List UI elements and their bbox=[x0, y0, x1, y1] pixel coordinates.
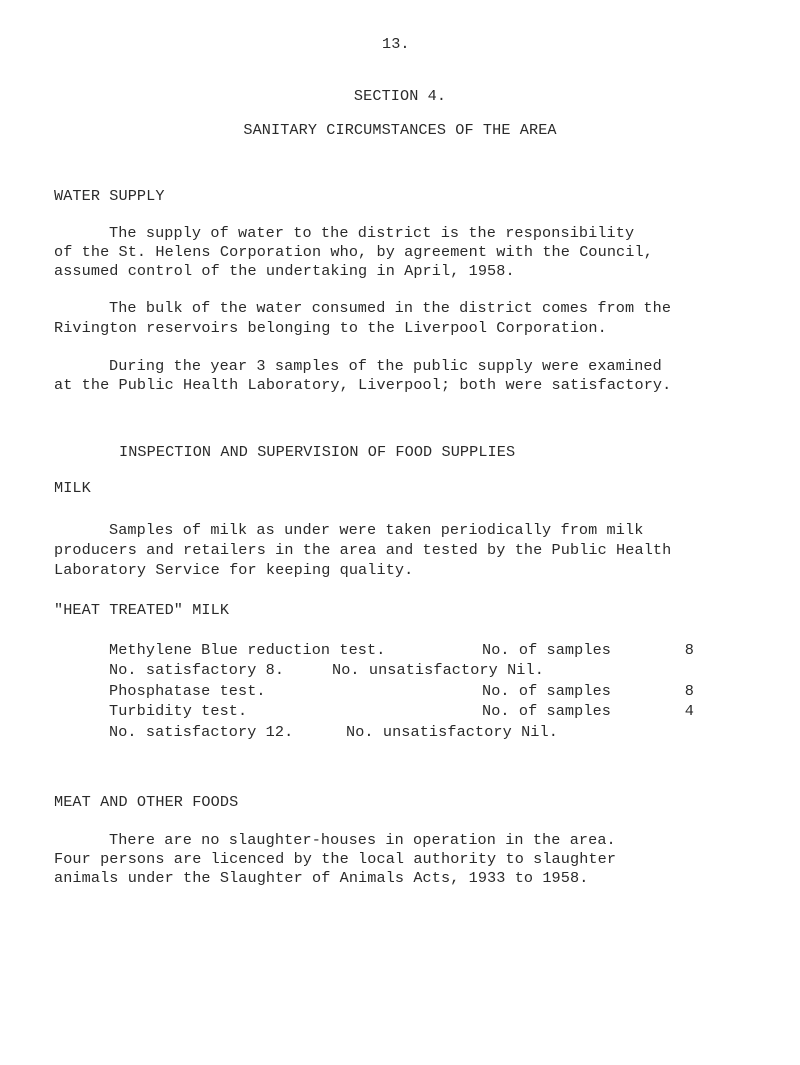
meat-para-line2: Four persons are licenced by the local authority to slaughter bbox=[54, 850, 617, 868]
milk-para-line2: producers and retailers in the area and tested by the Public Health bbox=[54, 541, 672, 559]
milk-para-line3: Laboratory Service for keeping quality. bbox=[54, 561, 414, 579]
methylene-samples-value: 8 bbox=[684, 641, 694, 659]
meat-para-line3: animals under the Slaughter of Animals Acts, 1933 to 1958. bbox=[54, 869, 589, 887]
methylene-samples-label: No. of samples bbox=[482, 641, 611, 659]
phosphatase-samples-label: No. of samples bbox=[482, 682, 611, 700]
water-para1-line3: assumed control of the undertaking in April, 1958. bbox=[54, 262, 515, 280]
turbidity-unsatisfactory: No. unsatisfactory Nil. bbox=[346, 723, 558, 741]
milk-para-line1: Samples of milk as under were taken periodically from milk bbox=[109, 521, 644, 539]
meat-para-line1: There are no slaughter-houses in operation in the area. bbox=[109, 831, 616, 849]
page-number: 13. bbox=[382, 35, 410, 53]
methylene-satisfactory: No. satisfactory 8. bbox=[109, 661, 285, 679]
water-supply-heading: WATER SUPPLY bbox=[54, 187, 165, 205]
inspection-heading: INSPECTION AND SUPERVISION OF FOOD SUPPLIES bbox=[119, 443, 516, 461]
water-para2-line2: Rivington reservoirs belonging to the Liverpool Corporation. bbox=[54, 319, 607, 337]
water-para3-line1: During the year 3 samples of the public supply were examined bbox=[109, 357, 662, 375]
methylene-unsatisfactory: No. unsatisfactory Nil. bbox=[332, 661, 544, 679]
section-number: SECTION 4. bbox=[353, 87, 447, 105]
water-para1-line1: The supply of water to the district is the responsibility bbox=[109, 224, 635, 242]
section-title: SANITARY CIRCUMSTANCES OF THE AREA bbox=[243, 121, 557, 139]
turbidity-samples-value: 4 bbox=[684, 702, 694, 720]
water-para2-line1: The bulk of the water consumed in the district comes from the bbox=[109, 299, 672, 317]
turbidity-satisfactory: No. satisfactory 12. bbox=[109, 723, 294, 741]
milk-heading: MILK bbox=[54, 479, 91, 497]
water-para3-line2: at the Public Health Laboratory, Liverpool; both were satisfactory. bbox=[54, 376, 672, 394]
meat-heading: MEAT AND OTHER FOODS bbox=[54, 793, 239, 811]
turbidity-samples-label: No. of samples bbox=[482, 702, 611, 720]
phosphatase-samples-value: 8 bbox=[684, 682, 694, 700]
water-para1-line2: of the St. Helens Corporation who, by agreement with the Council, bbox=[54, 243, 653, 261]
methylene-test-label: Methylene Blue reduction test. bbox=[109, 641, 386, 659]
heat-treated-heading: "HEAT TREATED" MILK bbox=[54, 601, 230, 619]
turbidity-test-label: Turbidity test. bbox=[109, 702, 248, 720]
phosphatase-test-label: Phosphatase test. bbox=[109, 682, 266, 700]
